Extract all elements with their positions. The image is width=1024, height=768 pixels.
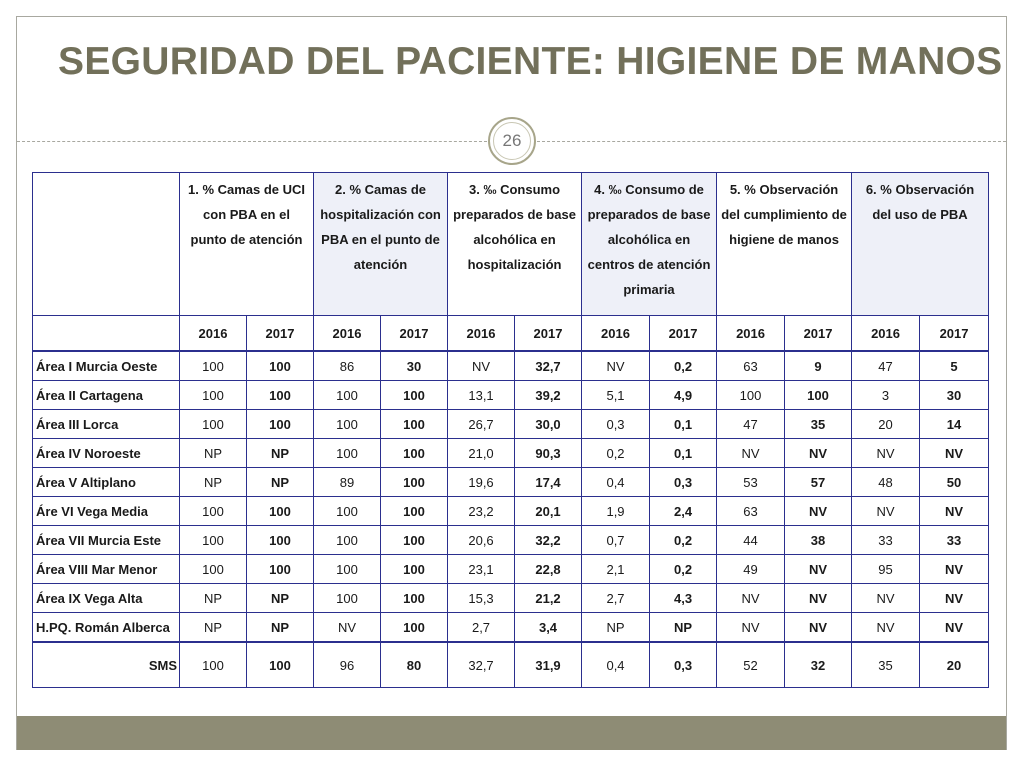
data-table-container — [32, 172, 988, 683]
value-cell: 100 — [381, 526, 448, 555]
value-cell: 0,2 — [650, 351, 717, 381]
total-value-cell: 52 — [717, 642, 785, 688]
value-cell: 89 — [314, 468, 381, 497]
value-cell: 100 — [180, 497, 247, 526]
indicator-header: 5. % Observación del cumplimiento de higiene de manos — [717, 173, 852, 316]
value-cell: NV — [314, 613, 381, 643]
total-value-cell: 32 — [785, 642, 852, 688]
value-cell: 100 — [381, 497, 448, 526]
value-cell: 0,2 — [650, 526, 717, 555]
value-cell: 9 — [785, 351, 852, 381]
header-row — [33, 173, 989, 316]
value-cell: 49 — [717, 555, 785, 584]
value-cell: 100 — [247, 410, 314, 439]
total-value-cell: 20 — [920, 642, 989, 688]
value-cell: 15,3 — [448, 584, 515, 613]
value-cell: 33 — [852, 526, 920, 555]
value-cell: 5,1 — [582, 381, 650, 410]
value-cell: NP — [247, 613, 314, 643]
value-cell: 100 — [180, 526, 247, 555]
value-cell: NP — [247, 468, 314, 497]
value-cell: NV — [920, 497, 989, 526]
value-cell: 1,9 — [582, 497, 650, 526]
footer-bar — [17, 716, 1006, 750]
total-name: SMS — [33, 642, 180, 688]
total-value-cell: 100 — [247, 642, 314, 688]
indicator-header: 3. ‰ Consumo preparados de base alcohólica en hospitalización — [448, 173, 582, 316]
table-row — [33, 584, 989, 613]
value-cell: 100 — [180, 381, 247, 410]
value-cell: 0,4 — [582, 468, 650, 497]
total-row — [33, 642, 989, 688]
table-row — [33, 381, 989, 410]
slide-title: SEGURIDAD DEL PACIENTE: HIGIENE DE MANOS — [58, 40, 1003, 83]
value-cell: 0,1 — [650, 410, 717, 439]
indicator-header: 6. % Observación del uso de PBA — [852, 173, 989, 316]
value-cell: 0,1 — [650, 439, 717, 468]
value-cell: 21,0 — [448, 439, 515, 468]
year-header: 2017 — [515, 316, 582, 352]
value-cell: 19,6 — [448, 468, 515, 497]
value-cell: NV — [785, 497, 852, 526]
value-cell: NV — [717, 439, 785, 468]
value-cell: 100 — [314, 381, 381, 410]
value-cell: 100 — [247, 497, 314, 526]
value-cell: NV — [852, 584, 920, 613]
value-cell: 63 — [717, 351, 785, 381]
value-cell: 14 — [920, 410, 989, 439]
year-header: 2016 — [314, 316, 381, 352]
year-header: 2016 — [448, 316, 515, 352]
total-value-cell: 31,9 — [515, 642, 582, 688]
year-header: 2017 — [247, 316, 314, 352]
total-value-cell: 0,3 — [650, 642, 717, 688]
value-cell: 100 — [247, 351, 314, 381]
area-name: Área III Lorca — [33, 410, 180, 439]
value-cell: NV — [920, 555, 989, 584]
value-cell: NV — [717, 584, 785, 613]
area-name: Área II Cartagena — [33, 381, 180, 410]
value-cell: 0,3 — [650, 468, 717, 497]
indicator-header: 1. % Camas de UCI con PBA en el punto de atención — [180, 173, 314, 316]
value-cell: 35 — [785, 410, 852, 439]
value-cell: 32,7 — [515, 351, 582, 381]
year-header: 2017 — [920, 316, 989, 352]
value-cell: 22,8 — [515, 555, 582, 584]
value-cell: 100 — [180, 555, 247, 584]
year-header: 2017 — [381, 316, 448, 352]
value-cell: 100 — [247, 526, 314, 555]
total-value-cell: 32,7 — [448, 642, 515, 688]
table-row — [33, 526, 989, 555]
value-cell: NV — [785, 613, 852, 643]
year-header: 2017 — [785, 316, 852, 352]
table-row — [33, 555, 989, 584]
value-cell: 100 — [381, 555, 448, 584]
value-cell: 63 — [717, 497, 785, 526]
value-cell: 3 — [852, 381, 920, 410]
corner-cell — [33, 316, 180, 352]
value-cell: 33 — [920, 526, 989, 555]
value-cell: 23,2 — [448, 497, 515, 526]
value-cell: 100 — [381, 584, 448, 613]
total-value-cell: 0,4 — [582, 642, 650, 688]
value-cell: NV — [785, 584, 852, 613]
value-cell: 3,4 — [515, 613, 582, 643]
value-cell: NV — [920, 584, 989, 613]
total-value-cell: 80 — [381, 642, 448, 688]
area-name: Área I Murcia Oeste — [33, 351, 180, 381]
table-row — [33, 497, 989, 526]
value-cell: NP — [180, 613, 247, 643]
value-cell: 100 — [247, 555, 314, 584]
page-number-badge — [488, 117, 536, 165]
value-cell: 0,2 — [582, 439, 650, 468]
value-cell: NP — [247, 439, 314, 468]
area-name: H.PQ. Román Alberca — [33, 613, 180, 643]
value-cell: 53 — [717, 468, 785, 497]
value-cell: 17,4 — [515, 468, 582, 497]
value-cell: 21,2 — [515, 584, 582, 613]
value-cell: NV — [920, 439, 989, 468]
year-header: 2016 — [717, 316, 785, 352]
total-value-cell: 96 — [314, 642, 381, 688]
value-cell: 57 — [785, 468, 852, 497]
value-cell: NV — [785, 555, 852, 584]
area-name: Área VII Murcia Este — [33, 526, 180, 555]
value-cell: 95 — [852, 555, 920, 584]
value-cell: 100 — [717, 381, 785, 410]
value-cell: 48 — [852, 468, 920, 497]
value-cell: 44 — [717, 526, 785, 555]
value-cell: 100 — [314, 410, 381, 439]
value-cell: 50 — [920, 468, 989, 497]
value-cell: 4,9 — [650, 381, 717, 410]
value-cell: 0,7 — [582, 526, 650, 555]
value-cell: NV — [852, 439, 920, 468]
value-cell: 20,6 — [448, 526, 515, 555]
corner-cell — [33, 173, 180, 316]
area-name: Área IV Noroeste — [33, 439, 180, 468]
value-cell: 47 — [717, 410, 785, 439]
value-cell: 5 — [920, 351, 989, 381]
page-number: 26 — [493, 122, 531, 160]
value-cell: 100 — [180, 410, 247, 439]
total-value-cell: 100 — [180, 642, 247, 688]
year-header: 2016 — [180, 316, 247, 352]
value-cell: 100 — [381, 439, 448, 468]
value-cell: 2,7 — [582, 584, 650, 613]
value-cell: 23,1 — [448, 555, 515, 584]
year-header: 2017 — [650, 316, 717, 352]
value-cell: 26,7 — [448, 410, 515, 439]
value-cell: NP — [180, 468, 247, 497]
area-name: Área IX Vega Alta — [33, 584, 180, 613]
value-cell: 100 — [381, 410, 448, 439]
value-cell: NV — [717, 613, 785, 643]
indicator-header: 4. ‰ Consumo de preparados de base alcohólica en centros de atención primaria — [582, 173, 717, 316]
value-cell: NV — [448, 351, 515, 381]
year-header: 2016 — [582, 316, 650, 352]
table-row — [33, 613, 989, 643]
value-cell: 13,1 — [448, 381, 515, 410]
value-cell: 30 — [381, 351, 448, 381]
value-cell: 0,2 — [650, 555, 717, 584]
area-name: Áre VI Vega Media — [33, 497, 180, 526]
value-cell: 100 — [381, 613, 448, 643]
divider-left — [17, 141, 487, 142]
hand-hygiene-table — [32, 172, 989, 688]
years-row — [33, 316, 989, 352]
value-cell: 32,2 — [515, 526, 582, 555]
value-cell: NP — [650, 613, 717, 643]
value-cell: 2,7 — [448, 613, 515, 643]
value-cell: 2,1 — [582, 555, 650, 584]
value-cell: NV — [582, 351, 650, 381]
value-cell: 100 — [314, 584, 381, 613]
value-cell: 100 — [314, 555, 381, 584]
value-cell: 100 — [247, 381, 314, 410]
value-cell: 100 — [314, 526, 381, 555]
value-cell: 100 — [785, 381, 852, 410]
table-row — [33, 351, 989, 381]
value-cell: NP — [582, 613, 650, 643]
value-cell: 30,0 — [515, 410, 582, 439]
table-row — [33, 468, 989, 497]
value-cell: 38 — [785, 526, 852, 555]
value-cell: 0,3 — [582, 410, 650, 439]
indicator-header: 2. % Camas de hospitalización con PBA en el punto de atención — [314, 173, 448, 316]
value-cell: NP — [247, 584, 314, 613]
value-cell: 100 — [314, 497, 381, 526]
area-name: Área V Altiplano — [33, 468, 180, 497]
value-cell: NV — [785, 439, 852, 468]
value-cell: NP — [180, 584, 247, 613]
value-cell: 100 — [381, 381, 448, 410]
value-cell: NV — [920, 613, 989, 643]
value-cell: NV — [852, 613, 920, 643]
value-cell: 20,1 — [515, 497, 582, 526]
table-row — [33, 439, 989, 468]
value-cell: 90,3 — [515, 439, 582, 468]
value-cell: NP — [180, 439, 247, 468]
value-cell: 2,4 — [650, 497, 717, 526]
year-header: 2016 — [852, 316, 920, 352]
area-name: Área VIII Mar Menor — [33, 555, 180, 584]
value-cell: 100 — [180, 351, 247, 381]
value-cell: 86 — [314, 351, 381, 381]
value-cell: 30 — [920, 381, 989, 410]
value-cell: 100 — [381, 468, 448, 497]
value-cell: 4,3 — [650, 584, 717, 613]
value-cell: 100 — [314, 439, 381, 468]
table-row — [33, 410, 989, 439]
total-value-cell: 35 — [852, 642, 920, 688]
value-cell: 47 — [852, 351, 920, 381]
value-cell: 20 — [852, 410, 920, 439]
value-cell: 39,2 — [515, 381, 582, 410]
divider-right — [537, 141, 1006, 142]
value-cell: NV — [852, 497, 920, 526]
